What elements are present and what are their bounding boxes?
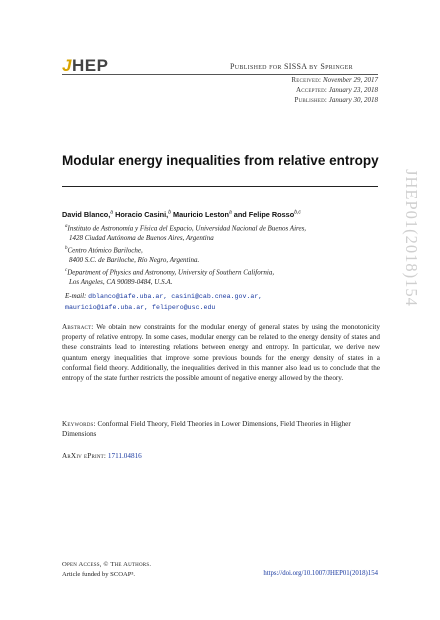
paper-title: Modular energy inequalities from relative entropy bbox=[62, 153, 379, 168]
arxiv-label: ArXiv ePrint: bbox=[62, 452, 107, 460]
keywords bbox=[62, 419, 380, 439]
keywords-label: Keywords: bbox=[62, 420, 96, 428]
publication-dates bbox=[250, 75, 378, 105]
author: Mauricio Leston$^a$ bbox=[173, 210, 232, 220]
keywords-text: Conformal Field Theory, Field Theories in Lower Dimensions, Field Theories in Higher Dimensions bbox=[62, 420, 351, 439]
arxiv-eprint bbox=[62, 452, 142, 460]
abstract bbox=[62, 322, 380, 383]
email-link[interactable]: dblanco@iafe.uba.ar, casini@cab.cnea.gov.ar, bbox=[88, 293, 263, 300]
author: Horacio Casini,$^b$ bbox=[115, 210, 171, 220]
author: and Felipe Rosso$^{b,c}$ bbox=[233, 210, 301, 220]
arxiv-link[interactable]: 1711.04816 bbox=[107, 452, 142, 460]
publisher-line: Published for SISSA by Springer bbox=[230, 62, 353, 71]
doi-link[interactable]: https://doi.org/10.1007/JHEP01(2018)154 bbox=[263, 570, 378, 577]
jhep-logo: JHEP bbox=[62, 56, 109, 75]
email-block: E-mail: dblanco@iafe.uba.ar, casini@cab.cnea.gov.ar, mauricio@iafe.uba.ar, felipero@usc.edu bbox=[65, 291, 262, 313]
affiliation-c: $^c$Department of Physics and Astronomy, University of Southern California, Los Angeles, CA 90089-0484, U.S.A. bbox=[65, 268, 275, 287]
affiliation-b: $^b$Centro Atómico Bariloche, 8400 S.C. de Bariloche, Río Negro, Argentina. bbox=[65, 246, 200, 265]
published-date: Published: January 30, 2018 bbox=[294, 96, 378, 104]
abstract-label: Abstract: bbox=[62, 323, 94, 331]
author: David Blanco,$^a$ bbox=[62, 210, 114, 220]
title-rule bbox=[62, 186, 378, 187]
affiliation-a: $^a$Instituto de Astronomía y Física del Espacio, Universidad Nacional de Buenos Aires, 1428 Ciudad Autónoma de Buenos Aires, Argentina bbox=[65, 224, 307, 243]
received-date: Received: November 29, 2017 bbox=[291, 76, 378, 84]
accepted-date: Accepted: January 23, 2018 bbox=[296, 86, 378, 94]
abstract-text: We obtain new constraints for the modular energy of general states by using the monotonicity property of relative entropy. In some cases, modular energy can be related to the energy density of states and these constraints lead to interesting relations between energy and entropy. In particular, we derive new quantum energy inequalities that improve some previous bounds for the energy density of states in a conformal field theory. Additionally, the inequalities derived in this manner also lead us to conclude that the entropy of the state further restricts the possible amount of negative energy allowed by the theory. bbox=[62, 323, 380, 383]
side-identifier: JHEP01(2018)154 bbox=[402, 169, 421, 307]
author-list bbox=[62, 210, 301, 219]
email-link[interactable]: mauricio@iafe.uba.ar, felipero@usc.edu bbox=[65, 303, 216, 311]
open-access-note: Open Access, © The Authors. Article funded by SCOAP³. bbox=[62, 561, 152, 578]
